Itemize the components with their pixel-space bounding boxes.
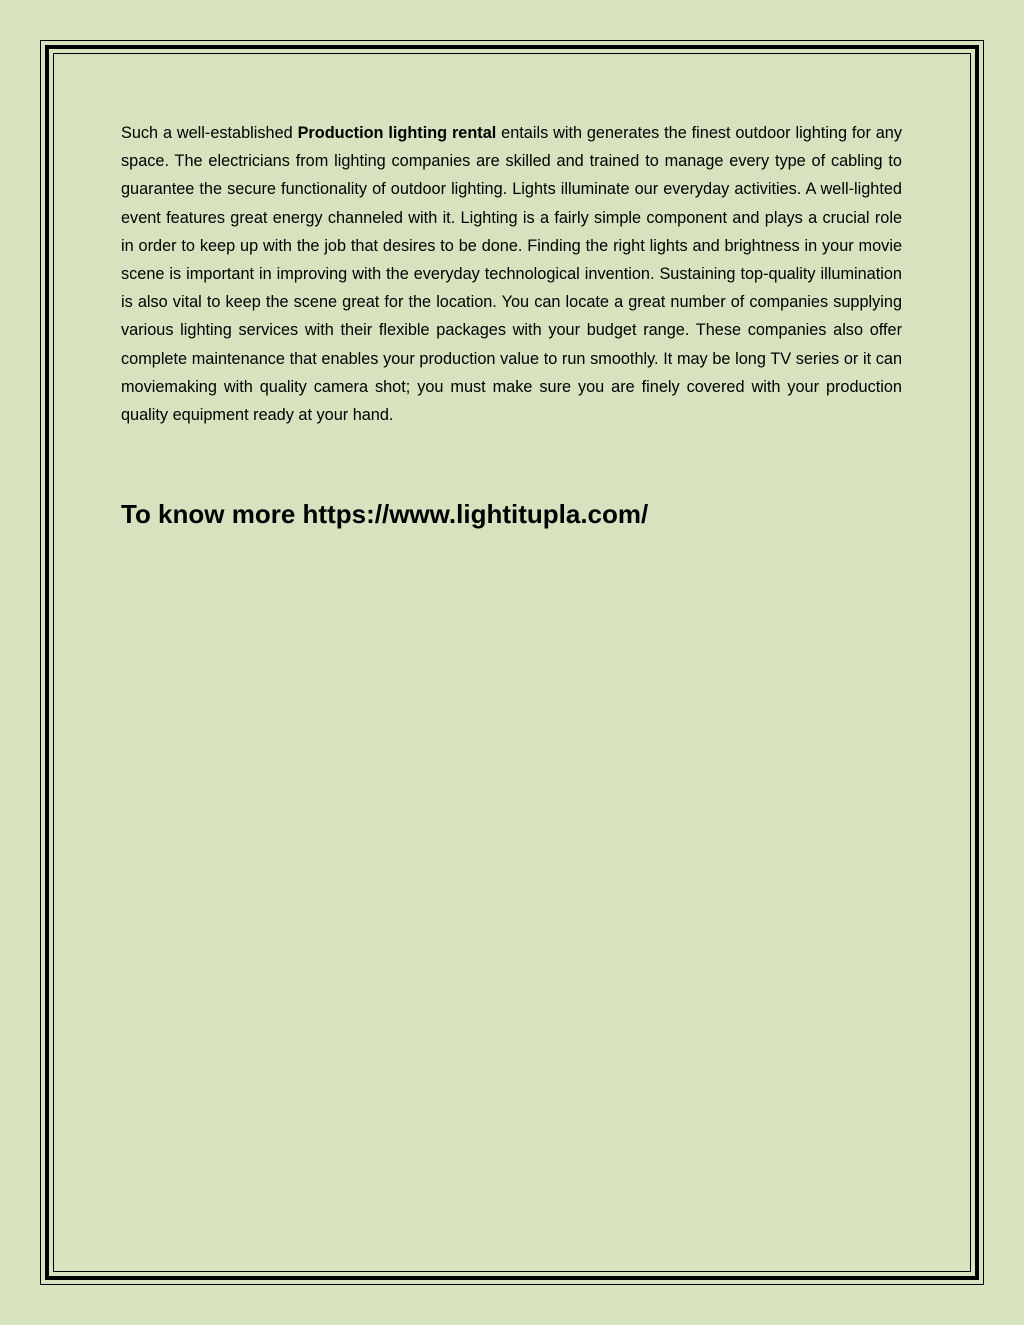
document-content bbox=[121, 119, 902, 531]
bold-keyword: Production lighting rental bbox=[297, 124, 497, 142]
body-paragraph bbox=[121, 119, 902, 429]
paragraph-intro: Such a well-established bbox=[121, 124, 293, 142]
website-link[interactable]: https://www.lightitupla.com/ bbox=[302, 499, 649, 530]
paragraph-rest: entails with generates the finest outdoor lighting for any space. The electricians from lighting companies are skilled and trained to manage every type of cabling to guarantee the secure functionality of outdoor lighting. Lights illuminate our everyday activities. A well-lighted event features great energy channeled with it. Lighting is a fairly simple component and plays a crucial role in order to keep up with the job that desires to be done. Finding the right lights and brightness in your movie scene is important in improving with the everyday technological invention. Sustaining top-quality illumination is also vital to keep the scene great for the location. You can locate a great number of companies supplying various lighting services with their flexible packages with your budget range. These companies also offer complete maintenance that enables your production value to run smoothly. It may be long TV series or it can moviemaking with quality camera shot; you must make sure you are finely covered with your production quality equipment ready at your hand. bbox=[121, 124, 902, 425]
know-more-line bbox=[121, 497, 902, 531]
know-more-label: To know more bbox=[121, 499, 296, 530]
